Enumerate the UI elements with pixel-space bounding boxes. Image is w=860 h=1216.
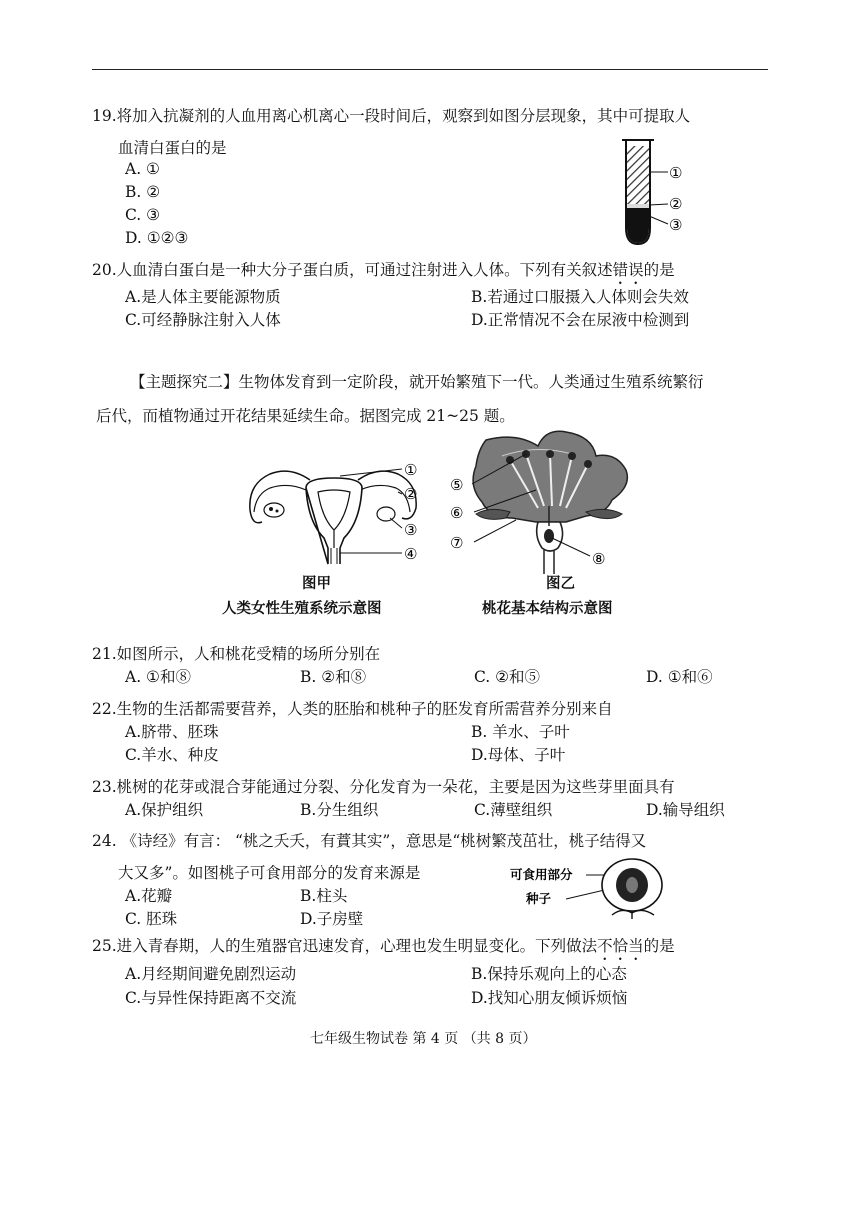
- q23-option-a[interactable]: A.保护组织: [125, 801, 204, 819]
- q25-stem-emphasis: 不恰当: [597, 937, 644, 955]
- peach-label-seed: 种子: [526, 891, 552, 906]
- q20-option-a[interactable]: A.是人体主要能源物质: [125, 288, 281, 306]
- q24-option-b[interactable]: B.柱头: [300, 887, 348, 905]
- q22-option-c[interactable]: C.羊水、种皮: [125, 746, 219, 764]
- tube-label-2: ②: [669, 195, 683, 213]
- q25-stem: 25.进入青春期，人的生殖器官迅速发育，心理也发生明显变化。下列做法不恰当的是: [92, 937, 675, 955]
- test-tube-figure: [612, 134, 702, 250]
- peach-flower-figure: [446, 426, 646, 576]
- fig-jia-label-4: ④: [404, 545, 418, 563]
- q25-option-b[interactable]: B.保持乐观向上的心态: [471, 965, 627, 983]
- page-footer: 七年级生物试卷 第 4 页 （共 8 页）: [310, 1031, 537, 1047]
- q24-stem-line2: 大又多”。如图桃子可食用部分的发育来源是: [118, 864, 421, 882]
- fig-jia-label-2: ②: [404, 485, 418, 503]
- header-rule: [92, 69, 768, 70]
- fig-jia-label-1: ①: [404, 461, 418, 479]
- fig-yi-title: 桃花基本结构示意图: [482, 601, 613, 617]
- q19-stem-line2: 血清白蛋白的是: [118, 139, 227, 157]
- q22-option-a[interactable]: A.脐带、胚珠: [125, 723, 219, 741]
- q22-stem: 22.生物的生活都需要营养，人类的胚胎和桃种子的胚发育所需营养分别来自: [92, 700, 613, 718]
- theme2-line2: 后代，而植物通过开花结果延续生命。据图完成 21~25 题。: [96, 407, 515, 425]
- q21-option-b[interactable]: B. ②和⑧: [300, 668, 367, 686]
- q23-option-c[interactable]: C.薄壁组织: [474, 801, 553, 819]
- q19-option-b[interactable]: B. ②: [125, 183, 161, 201]
- q22-option-b[interactable]: B. 羊水、子叶: [471, 723, 570, 741]
- q25-option-c[interactable]: C.与异性保持距离不交流: [125, 989, 297, 1007]
- q21-option-c[interactable]: C. ②和⑤: [474, 668, 541, 686]
- tube-label-3: ③: [669, 216, 683, 234]
- fig-yi-label-7: ⑦: [450, 534, 464, 552]
- q25-option-a[interactable]: A.月经期间避免剧烈运动: [125, 965, 297, 983]
- fig-jia-label-3: ③: [404, 521, 418, 539]
- q21-option-d[interactable]: D. ①和⑥: [646, 668, 713, 686]
- fig-yi-label-8: ⑧: [592, 550, 606, 568]
- q20-stem-emphasis: 错误: [612, 261, 644, 279]
- q25-option-d[interactable]: D.找知心朋友倾诉烦恼: [471, 989, 628, 1007]
- peach-label-edible: 可食用部分: [510, 867, 573, 882]
- q21-stem: 21.如图所示，人和桃花受精的场所分别在: [92, 645, 381, 663]
- q23-option-b[interactable]: B.分生组织: [300, 801, 379, 819]
- female-reproductive-figure: [240, 452, 440, 572]
- q19-option-d[interactable]: D. ①②③: [125, 229, 189, 247]
- fig-jia-title: 人类女性生殖系统示意图: [222, 601, 382, 617]
- q24-stem-line1: 24. 《诗经》有言： “桃之夭夭，有蕡其实”，意思是“桃树繁茂茁壮，桃子结得又: [92, 832, 647, 850]
- q19-stem-line1: 19.将加入抗凝剂的人血用离心机离心一段时间后，观察到如图分层现象，其中可提取人: [92, 107, 691, 125]
- fig-yi-caption: 图乙: [546, 576, 575, 592]
- q19-option-a[interactable]: A. ①: [125, 160, 160, 178]
- q20-option-d[interactable]: D.正常情况不会在尿液中检测到: [471, 311, 690, 329]
- q19-option-c[interactable]: C. ③: [125, 206, 161, 224]
- theme2-line1: 【主题探究二】生物体发育到一定阶段，就开始繁殖下一代。人类通过生殖系统繁衍: [130, 373, 704, 391]
- q24-option-d[interactable]: D.子房壁: [300, 910, 364, 928]
- tube-label-1: ①: [669, 164, 683, 182]
- q20-option-c[interactable]: C.可经静脉注射入人体: [125, 311, 281, 329]
- q23-option-d[interactable]: D.输导组织: [646, 801, 725, 819]
- fig-yi-label-5: ⑤: [450, 476, 464, 494]
- peach-fruit-figure: [508, 855, 678, 921]
- q24-option-c[interactable]: C. 胚珠: [125, 910, 178, 928]
- q24-option-a[interactable]: A.花瓣: [125, 887, 173, 905]
- q20-option-b[interactable]: B.若通过口服摄入人体则会失效: [471, 288, 689, 306]
- q23-stem: 23.桃树的花芽或混合芽能通过分裂、分化发育为一朵花，主要是因为这些芽里面具有: [92, 778, 675, 796]
- q22-option-d[interactable]: D.母体、子叶: [471, 746, 566, 764]
- fig-yi-label-6: ⑥: [450, 504, 464, 522]
- fig-jia-caption: 图甲: [302, 576, 331, 592]
- q20-stem: 20.人血清白蛋白是一种大分子蛋白质，可通过注射进入人体。下列有关叙述错误的是: [92, 261, 675, 279]
- q21-option-a[interactable]: A. ①和⑧: [125, 668, 191, 686]
